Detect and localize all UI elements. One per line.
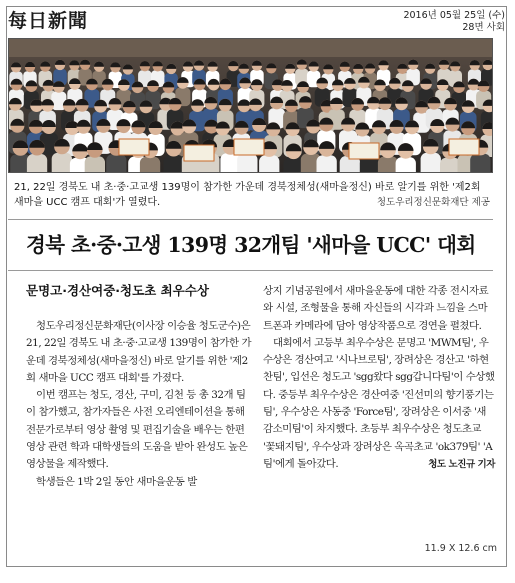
reporter-byline: 청도 노진규 기자 xyxy=(428,458,495,470)
caption-text: 21, 22일 경북도 내 초·중·고교생 139명이 참가한 가운데 경북정체성(새마을정신) 바로 알기를 위한 '제2회 새마을 UCC 캠프 대회'가 열렸다. xyxy=(14,182,481,208)
article-headline: 경북 초·중·고생 139명 32개팀 '새마을 UCC' 대회 xyxy=(26,233,476,257)
paragraph: 이번 캠프는 청도, 경산, 구미, 김천 등 총 32개 팀이 참가했고, 참가자들은 사전 오리엔테이션을 통해 전문가로부터 영상 촬영 및 편집기술을 배우는 한편 영상 관련 학과 대학생들의 도움을 받아 완성도 높은 영상물을 제작했다. xyxy=(26,389,248,471)
page-section: 28면 사회 xyxy=(462,22,505,33)
group-photo xyxy=(8,38,493,173)
photo-caption xyxy=(14,180,490,210)
paragraph-continued: 상지 기념공원에서 새마을운동에 대한 각종 전시자료와 시설, 조형물을 통해 자신들의 시각과 느낌을 스마트폰과 카메라에 담아 영상작품으로 경연을 펼쳤다. xyxy=(263,285,489,332)
awards-text: 대회에서 고등부 최우수상은 문명고 'MWM팀', 우수상은 경산여고 '시나브로팀', 장려상은 경산고 '하현찬팀', 입선은 청도고 'sgg왔다 sgg갑니다팀'이 수상했다. 중등부 최우수상은 경산여중 '진선미의 향기풍기는팀', 우수상은 사동중 'Force팀', 장려상은 이서중 '새감소미팀'이 차지했다. 초등부 최우수상은 청도초교 '꽃돼지팀', 우수상과 장려상은 옥곡초교 'ok379팀' 'A팀'에게 돌아갔다. xyxy=(263,336,495,470)
divider-top xyxy=(8,219,493,220)
newspaper-masthead: 每日新聞 xyxy=(8,10,89,32)
dateline xyxy=(403,10,505,34)
paragraph: 학생들은 1박 2일 동안 새마을운동 발 xyxy=(36,475,197,488)
paragraph: 청도우리정신문화재단(이사장 이승율 청도군수)은 21, 22일 경북도 내 초·중·고교생 139명이 참가한 가운데 경북정체성(새마을정신) 바로 알기를 위한 '제2회 새마을 UCC 캠프 대회'를 가졌다. xyxy=(26,320,252,384)
article-column-2 xyxy=(263,283,495,473)
article-column-1 xyxy=(26,318,254,491)
group-photo-icon xyxy=(9,39,493,173)
clipping-size: 11.9 X 12.6 cm xyxy=(424,543,497,554)
article-subhead: 문명고·경산여중·청도초 최우수상 xyxy=(26,283,209,298)
publication-date: 2016년 05월 25일 (수) xyxy=(403,10,505,21)
divider-headline xyxy=(8,270,493,271)
photo-credit: 청도우리정신문화재단 제공 xyxy=(376,197,490,208)
paragraph-awards xyxy=(263,335,495,473)
